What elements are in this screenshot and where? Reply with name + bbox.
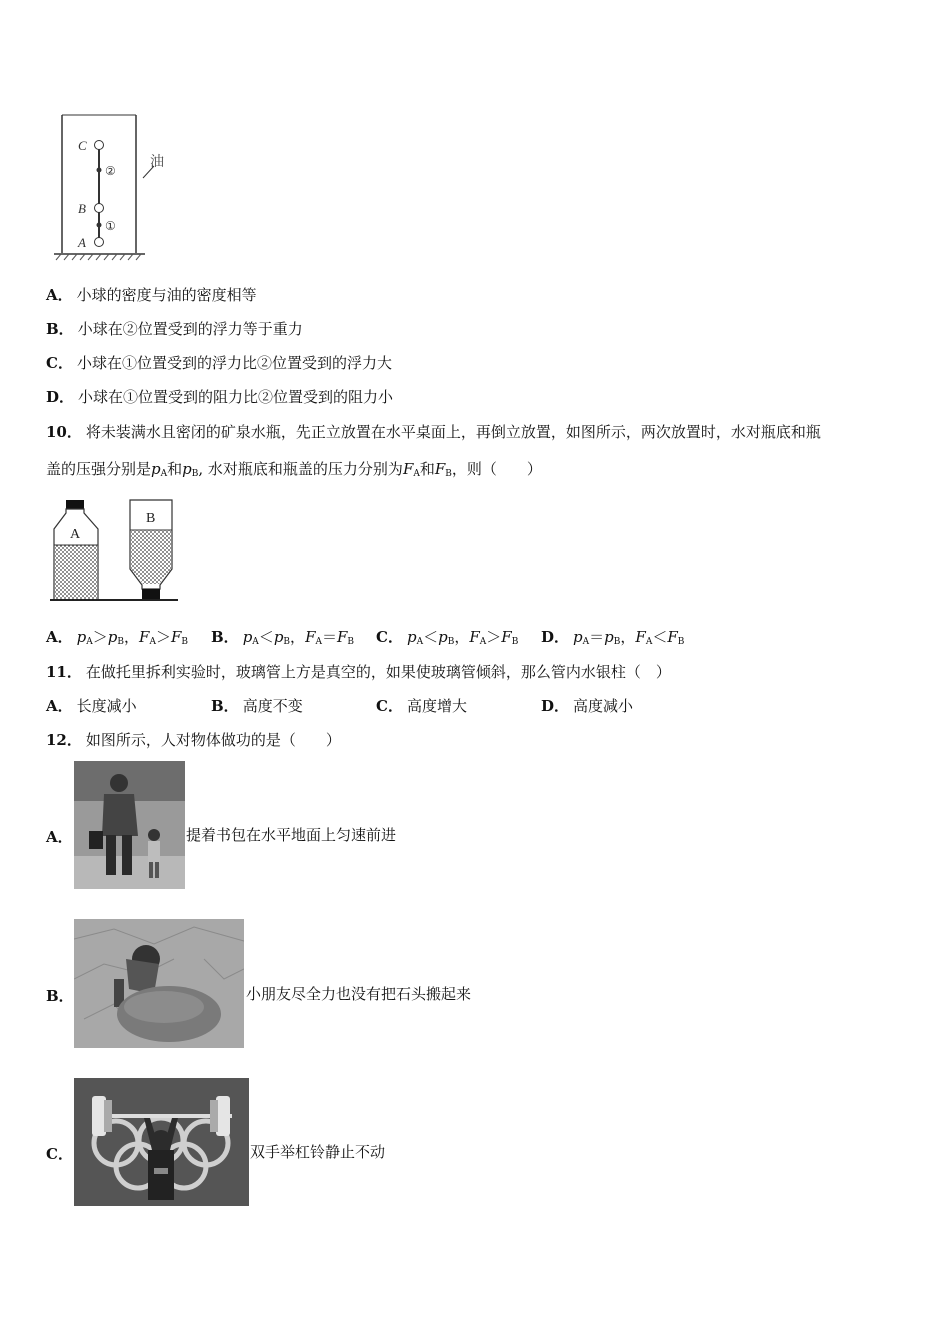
oil-cylinder-figure — [50, 110, 180, 270]
relation-p: ＜ — [423, 628, 439, 646]
q10-option-d: D． $p_A=p_B$，$F_A<F_B$ — [541, 628, 685, 647]
symbol-p: p — [406, 628, 417, 646]
q11-options — [46, 696, 633, 716]
symbol-p: p — [604, 628, 614, 646]
symbol-f: F — [402, 460, 414, 478]
sub-b: B — [677, 637, 685, 647]
q10-options — [46, 627, 684, 652]
option-label: A． — [46, 697, 73, 715]
symbol-f: F — [434, 460, 446, 478]
option-label: D． — [46, 388, 75, 406]
q9-option-c — [46, 353, 392, 373]
relation-f: ＞ — [155, 628, 171, 646]
q11-option-b — [211, 696, 376, 716]
bottles-figure — [46, 495, 186, 607]
symbol-p: p — [182, 460, 192, 478]
q12-option-a-text: 提着书包在水平地面上匀速前进 — [186, 826, 397, 844]
option-label: B． — [46, 320, 74, 338]
symbol-p: p — [273, 628, 284, 646]
symbol-p: p — [76, 628, 87, 646]
symbol-f: F — [469, 628, 480, 646]
symbol-f: F — [305, 628, 316, 646]
q12-option-b-label: B． — [46, 987, 74, 1005]
sub-a: A — [160, 469, 168, 479]
q11-stem — [46, 662, 671, 682]
label-c: C — [78, 138, 87, 153]
bottle-a-label: A — [70, 527, 81, 542]
relation-p: ＞ — [92, 628, 108, 646]
symbol-f: F — [635, 628, 646, 646]
option-label: D． — [541, 628, 570, 646]
relation-f: ＜ — [652, 628, 668, 646]
q11-option-d — [541, 696, 633, 716]
option-label: A． — [46, 286, 73, 304]
sub-a: A — [413, 469, 420, 479]
symbol-f: F — [139, 628, 150, 646]
relation-p: ＜ — [258, 628, 274, 646]
sub-b: B — [613, 637, 621, 647]
option-text: 小球在①位置受到的浮力比②位置受到的浮力大 — [76, 354, 392, 372]
q10-text-2b: 水对瓶底和瓶盖的压力分别为 — [207, 460, 403, 478]
relation-p: ＝ — [589, 628, 605, 646]
relation-f: ＞ — [486, 628, 502, 646]
and-word: 和 — [419, 460, 435, 478]
option-text: 小球在①位置受到的阻力比②位置受到的阻力小 — [78, 388, 394, 406]
sub-b: B — [445, 469, 452, 479]
photo-carrying-schoolbag — [74, 761, 185, 889]
option-label: B． — [211, 697, 239, 715]
sub-b: B — [283, 637, 291, 647]
sub-a: A — [645, 637, 653, 647]
option-text: 高度增大 — [406, 697, 467, 715]
bottle-b-label: B — [146, 511, 156, 526]
and-word: 和 — [167, 460, 183, 478]
q12-option-b-text: 小朋友尽全力也没有把石头搬起来 — [246, 985, 472, 1003]
symbol-p: p — [573, 628, 583, 646]
symbol-p: p — [242, 628, 253, 646]
sub-b: B — [117, 637, 124, 647]
option-text: 小球在②位置受到的浮力等于重力 — [77, 320, 303, 338]
symbol-p: p — [151, 460, 161, 478]
option-text: 长度减小 — [76, 697, 137, 715]
option-label: C． — [376, 697, 403, 715]
symbol-p: p — [438, 628, 448, 646]
q10-text-2a: 盖的压强分别是 — [46, 460, 152, 478]
option-label: A． — [46, 628, 73, 646]
q10-option-a: A． $p_A>p_B$，$F_A>F_B$ — [46, 628, 188, 647]
q11-text: 在做托里拆利实验时，玻璃管上方是真空的，如果使玻璃管倾斜，那么管内水银柱（ ） — [85, 663, 671, 681]
photo-holding-barbell — [74, 1078, 249, 1206]
mark-2: ② — [105, 164, 116, 178]
photo-child-lifting-stone — [74, 919, 244, 1048]
sub-a: A — [252, 637, 259, 647]
q12-option-c-label: C． — [46, 1145, 73, 1163]
option-label: B． — [211, 628, 239, 646]
label-b: B — [78, 201, 86, 216]
sub-a: A — [582, 637, 590, 647]
sub-b: B — [511, 637, 519, 647]
sub-b: B — [191, 469, 199, 479]
symbol-f: F — [337, 628, 348, 646]
symbol-f: F — [501, 628, 512, 646]
q12-stem — [46, 730, 341, 750]
mark-1: ① — [105, 219, 116, 233]
relation-f: ＝ — [321, 628, 337, 646]
q10-stem-line1 — [46, 422, 821, 442]
q12-option-a-label: A． — [46, 828, 73, 846]
option-text: 高度减小 — [573, 697, 634, 715]
q11-option-c — [376, 696, 541, 716]
sub-a: A — [149, 637, 156, 647]
q10-option-b: B． $p_A<p_B$，$F_A=F_B$ — [211, 628, 355, 647]
q10-option-c: C． $p_A<p_B$，$F_A>F_B$ — [376, 628, 519, 647]
question-number: 11． — [46, 663, 82, 681]
option-label: D． — [541, 697, 570, 715]
symbol-p: p — [107, 628, 118, 646]
sub-b: B — [447, 637, 455, 647]
option-label: C． — [376, 628, 403, 646]
label-a: A — [78, 235, 86, 250]
q9-option-a — [46, 285, 257, 305]
sub-a: A — [315, 637, 322, 647]
question-number: 10． — [46, 423, 82, 441]
sub-a: A — [86, 637, 93, 647]
option-text: 小球的密度与油的密度相等 — [76, 286, 257, 304]
oil-label: 油 — [150, 154, 164, 170]
option-label: C． — [46, 354, 73, 372]
q10-text-1: 将未装满水且密闭的矿泉水瓶，先正立放置在水平桌面上，再倒立放置，如图所示，两次放置时，水对瓶底和瓶 — [85, 423, 821, 441]
q10-stem-line2: 盖的压强分别是$p_A$和$p_B$, 水对瓶底和瓶盖的压力分别为$F_A$和$F_B$，则（ ） — [46, 460, 542, 479]
symbol-f: F — [667, 628, 678, 646]
sub-a: A — [479, 637, 487, 647]
symbol-f: F — [170, 628, 182, 646]
q12-option-c-text: 双手举杠铃静止不动 — [250, 1143, 386, 1161]
option-text: 高度不变 — [242, 697, 303, 715]
q9-option-b — [46, 319, 303, 339]
sub-b: B — [181, 637, 188, 647]
sub-b: B — [347, 637, 355, 647]
q11-option-a — [46, 696, 211, 716]
q12-text: 如图所示，人对物体做功的是（ ） — [85, 731, 341, 749]
q9-option-d — [46, 387, 393, 407]
question-number: 12． — [46, 731, 82, 749]
sub-a: A — [416, 637, 424, 647]
q10-text-2c: ，则（ ） — [451, 460, 542, 478]
